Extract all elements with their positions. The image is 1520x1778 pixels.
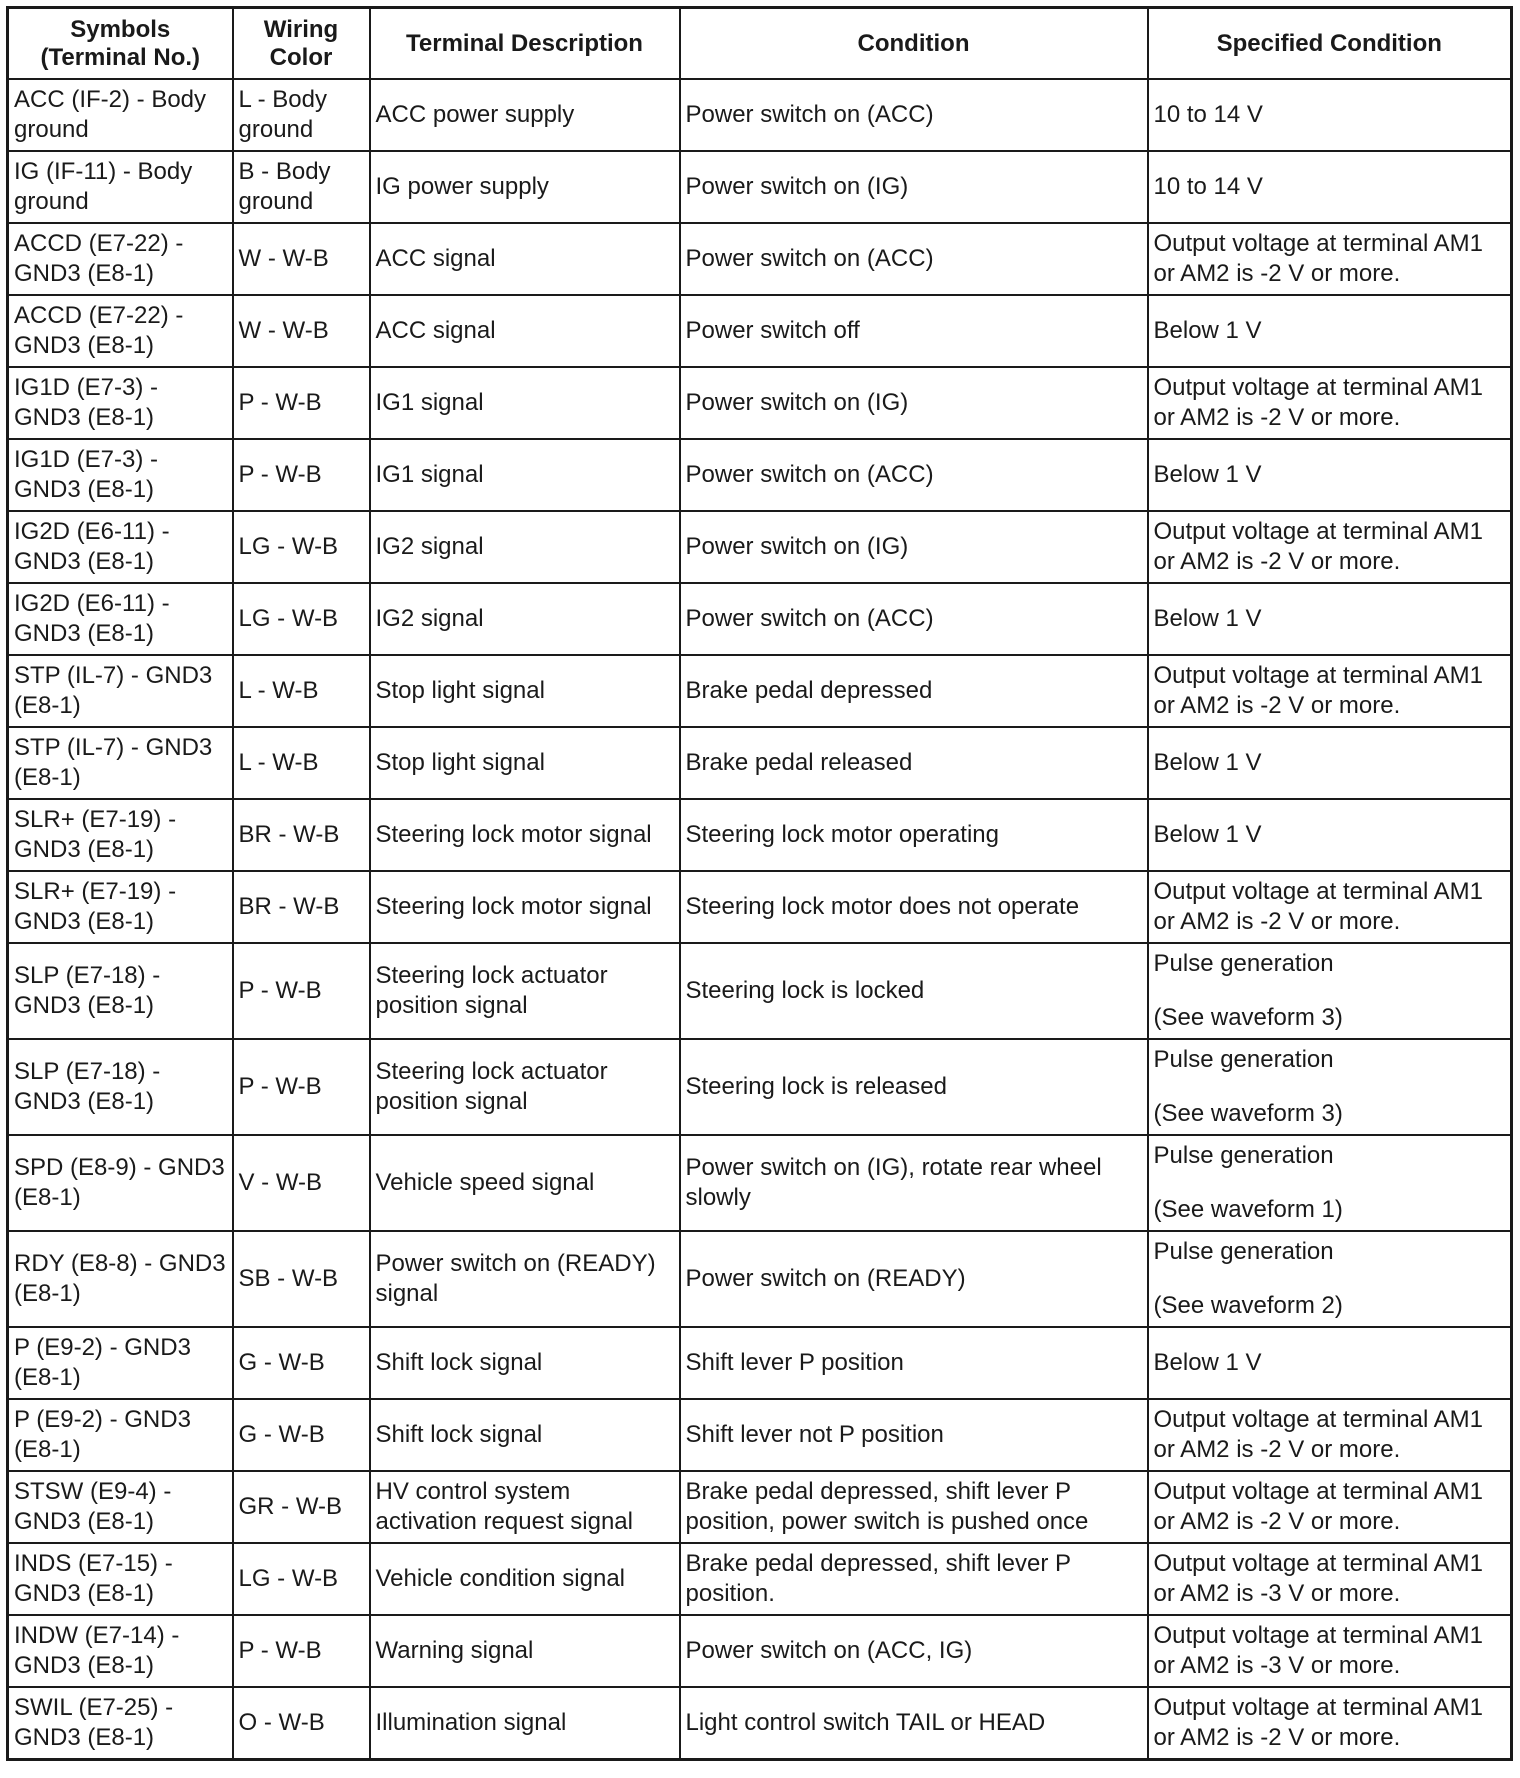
cell-symbol: STP (IL-7) - GND3 (E8-1) bbox=[8, 727, 233, 799]
cell-terminal-description: IG1 signal bbox=[370, 439, 680, 511]
cell-condition: Brake pedal depressed bbox=[680, 655, 1148, 727]
table-row bbox=[8, 1039, 1512, 1135]
cell-symbol: INDW (E7-14) - GND3 (E8-1) bbox=[8, 1615, 233, 1687]
cell-specified-condition: Output voltage at terminal AM1 or AM2 is -2 V or more. bbox=[1148, 1687, 1512, 1760]
specified-condition-note: (See waveform 3) bbox=[1153, 1100, 1343, 1127]
cell-specified-condition: Output voltage at terminal AM1 or AM2 is -2 V or more. bbox=[1148, 1399, 1512, 1471]
cell-condition: Shift lever P position bbox=[680, 1327, 1148, 1399]
cell-condition: Power switch on (ACC) bbox=[680, 79, 1148, 151]
specified-condition-note: (See waveform 3) bbox=[1153, 1004, 1343, 1031]
cell-symbol: IG2D (E6-11) - GND3 (E8-1) bbox=[8, 583, 233, 655]
table-row bbox=[8, 871, 1512, 943]
terminal-table bbox=[6, 6, 1513, 1761]
table-row bbox=[8, 943, 1512, 1039]
cell-terminal-description: IG1 signal bbox=[370, 367, 680, 439]
cell-symbol: IG1D (E7-3) - GND3 (E8-1) bbox=[8, 439, 233, 511]
cell-condition: Brake pedal depressed, shift lever P position. bbox=[680, 1543, 1148, 1615]
cell-symbol: IG2D (E6-11) - GND3 (E8-1) bbox=[8, 511, 233, 583]
cell-condition: Power switch on (IG), rotate rear wheel slowly bbox=[680, 1135, 1148, 1231]
table-row bbox=[8, 1687, 1512, 1760]
table-header-row bbox=[8, 8, 1512, 80]
cell-condition: Steering lock is released bbox=[680, 1039, 1148, 1135]
cell-terminal-description: ACC signal bbox=[370, 223, 680, 295]
cell-symbol: SPD (E8-9) - GND3 (E8-1) bbox=[8, 1135, 233, 1231]
cell-specified-condition: Output voltage at terminal AM1 or AM2 is -3 V or more. bbox=[1148, 1543, 1512, 1615]
cell-terminal-description: ACC power supply bbox=[370, 79, 680, 151]
cell-symbol: IG (IF-11) - Body ground bbox=[8, 151, 233, 223]
cell-condition: Power switch on (IG) bbox=[680, 151, 1148, 223]
table-row bbox=[8, 1543, 1512, 1615]
cell-specified-condition: Below 1 V bbox=[1148, 583, 1512, 655]
table-row bbox=[8, 295, 1512, 367]
cell-terminal-description: Stop light signal bbox=[370, 727, 680, 799]
cell-terminal-description: Vehicle speed signal bbox=[370, 1135, 680, 1231]
cell-condition: Power switch on (IG) bbox=[680, 367, 1148, 439]
cell-symbol: IG1D (E7-3) - GND3 (E8-1) bbox=[8, 367, 233, 439]
cell-terminal-description: Shift lock signal bbox=[370, 1399, 680, 1471]
cell-specified-condition bbox=[1148, 1039, 1512, 1135]
cell-specified-condition bbox=[1148, 943, 1512, 1039]
cell-condition: Power switch on (ACC, IG) bbox=[680, 1615, 1148, 1687]
cell-specified-condition: 10 to 14 V bbox=[1148, 79, 1512, 151]
cell-condition: Power switch on (ACC) bbox=[680, 223, 1148, 295]
cell-condition: Steering lock is locked bbox=[680, 943, 1148, 1039]
cell-specified-condition: Output voltage at terminal AM1 or AM2 is -2 V or more. bbox=[1148, 367, 1512, 439]
cell-terminal-description: Power switch on (READY) signal bbox=[370, 1231, 680, 1327]
cell-specified-condition: Output voltage at terminal AM1 or AM2 is -2 V or more. bbox=[1148, 223, 1512, 295]
specified-condition-text: Pulse generation bbox=[1153, 1046, 1334, 1073]
cell-symbol: STP (IL-7) - GND3 (E8-1) bbox=[8, 655, 233, 727]
cell-wiring-color: G - W-B bbox=[233, 1327, 370, 1399]
cell-symbol: STSW (E9-4) - GND3 (E8-1) bbox=[8, 1471, 233, 1543]
cell-condition: Brake pedal released bbox=[680, 727, 1148, 799]
table-row bbox=[8, 727, 1512, 799]
cell-wiring-color: O - W-B bbox=[233, 1687, 370, 1760]
specified-condition-text: Pulse generation bbox=[1153, 1238, 1334, 1265]
cell-symbol: RDY (E8-8) - GND3 (E8-1) bbox=[8, 1231, 233, 1327]
table-row bbox=[8, 1471, 1512, 1543]
cell-wiring-color: LG - W-B bbox=[233, 583, 370, 655]
cell-specified-condition: Output voltage at terminal AM1 or AM2 is -2 V or more. bbox=[1148, 655, 1512, 727]
specified-condition-note: (See waveform 1) bbox=[1153, 1196, 1343, 1223]
cell-symbol: P (E9-2) - GND3 (E8-1) bbox=[8, 1327, 233, 1399]
cell-specified-condition: Output voltage at terminal AM1 or AM2 is -3 V or more. bbox=[1148, 1615, 1512, 1687]
table-row bbox=[8, 151, 1512, 223]
header-specified-condition: Specified Condition bbox=[1148, 8, 1512, 80]
cell-wiring-color: BR - W-B bbox=[233, 871, 370, 943]
cell-symbol: ACCD (E7-22) - GND3 (E8-1) bbox=[8, 223, 233, 295]
cell-specified-condition: Below 1 V bbox=[1148, 727, 1512, 799]
table-row bbox=[8, 223, 1512, 295]
cell-wiring-color: P - W-B bbox=[233, 1039, 370, 1135]
header-terminal-description: Terminal Description bbox=[370, 8, 680, 80]
cell-terminal-description: Warning signal bbox=[370, 1615, 680, 1687]
cell-wiring-color: W - W-B bbox=[233, 223, 370, 295]
cell-wiring-color: V - W-B bbox=[233, 1135, 370, 1231]
header-wiring-color: Wiring Color bbox=[233, 8, 370, 80]
cell-condition: Steering lock motor operating bbox=[680, 799, 1148, 871]
cell-specified-condition: Below 1 V bbox=[1148, 439, 1512, 511]
cell-terminal-description: Steering lock motor signal bbox=[370, 871, 680, 943]
table-row bbox=[8, 367, 1512, 439]
cell-specified-condition bbox=[1148, 1135, 1512, 1231]
cell-symbol: SWIL (E7-25) - GND3 (E8-1) bbox=[8, 1687, 233, 1760]
table-row bbox=[8, 1399, 1512, 1471]
cell-condition: Power switch on (IG) bbox=[680, 511, 1148, 583]
cell-condition: Shift lever not P position bbox=[680, 1399, 1148, 1471]
cell-terminal-description: IG power supply bbox=[370, 151, 680, 223]
cell-wiring-color: B - Body ground bbox=[233, 151, 370, 223]
table-row bbox=[8, 1231, 1512, 1327]
table-row bbox=[8, 1327, 1512, 1399]
cell-symbol: ACC (IF-2) - Body ground bbox=[8, 79, 233, 151]
cell-terminal-description: IG2 signal bbox=[370, 511, 680, 583]
cell-terminal-description: Shift lock signal bbox=[370, 1327, 680, 1399]
specified-condition-text: Pulse generation bbox=[1153, 950, 1334, 977]
cell-wiring-color: P - W-B bbox=[233, 1615, 370, 1687]
table-row bbox=[8, 79, 1512, 151]
cell-terminal-description: HV control system activation request signal bbox=[370, 1471, 680, 1543]
terminal-table-wrapper bbox=[6, 6, 1510, 1761]
cell-wiring-color: BR - W-B bbox=[233, 799, 370, 871]
cell-specified-condition: Below 1 V bbox=[1148, 799, 1512, 871]
header-symbols: Symbols (Terminal No.) bbox=[8, 8, 233, 80]
cell-symbol: ACCD (E7-22) - GND3 (E8-1) bbox=[8, 295, 233, 367]
cell-specified-condition bbox=[1148, 1231, 1512, 1327]
cell-wiring-color: P - W-B bbox=[233, 367, 370, 439]
cell-symbol: INDS (E7-15) - GND3 (E8-1) bbox=[8, 1543, 233, 1615]
cell-condition: Power switch on (ACC) bbox=[680, 583, 1148, 655]
table-row bbox=[8, 655, 1512, 727]
cell-condition: Power switch off bbox=[680, 295, 1148, 367]
cell-specified-condition: Output voltage at terminal AM1 or AM2 is -2 V or more. bbox=[1148, 1471, 1512, 1543]
cell-condition: Brake pedal depressed, shift lever P position, power switch is pushed once bbox=[680, 1471, 1148, 1543]
cell-specified-condition: Below 1 V bbox=[1148, 1327, 1512, 1399]
table-row bbox=[8, 1135, 1512, 1231]
table-row bbox=[8, 583, 1512, 655]
cell-symbol: P (E9-2) - GND3 (E8-1) bbox=[8, 1399, 233, 1471]
cell-symbol: SLR+ (E7-19) - GND3 (E8-1) bbox=[8, 799, 233, 871]
cell-terminal-description: Steering lock actuator position signal bbox=[370, 1039, 680, 1135]
cell-terminal-description: ACC signal bbox=[370, 295, 680, 367]
cell-specified-condition: Below 1 V bbox=[1148, 295, 1512, 367]
cell-wiring-color: P - W-B bbox=[233, 943, 370, 1039]
cell-terminal-description: Vehicle condition signal bbox=[370, 1543, 680, 1615]
cell-wiring-color: L - W-B bbox=[233, 727, 370, 799]
cell-condition: Light control switch TAIL or HEAD bbox=[680, 1687, 1148, 1760]
table-row bbox=[8, 1615, 1512, 1687]
cell-wiring-color: SB - W-B bbox=[233, 1231, 370, 1327]
cell-wiring-color: GR - W-B bbox=[233, 1471, 370, 1543]
cell-symbol: SLP (E7-18) - GND3 (E8-1) bbox=[8, 943, 233, 1039]
table-body bbox=[8, 79, 1512, 1760]
cell-condition: Power switch on (READY) bbox=[680, 1231, 1148, 1327]
cell-wiring-color: G - W-B bbox=[233, 1399, 370, 1471]
table-row bbox=[8, 511, 1512, 583]
cell-wiring-color: LG - W-B bbox=[233, 511, 370, 583]
header-condition: Condition bbox=[680, 8, 1148, 80]
cell-wiring-color: LG - W-B bbox=[233, 1543, 370, 1615]
cell-terminal-description: Steering lock motor signal bbox=[370, 799, 680, 871]
cell-wiring-color: L - Body ground bbox=[233, 79, 370, 151]
cell-terminal-description: Stop light signal bbox=[370, 655, 680, 727]
cell-terminal-description: IG2 signal bbox=[370, 583, 680, 655]
specified-condition-note: (See waveform 2) bbox=[1153, 1292, 1343, 1319]
cell-condition: Power switch on (ACC) bbox=[680, 439, 1148, 511]
cell-condition: Steering lock motor does not operate bbox=[680, 871, 1148, 943]
cell-specified-condition: Output voltage at terminal AM1 or AM2 is -2 V or more. bbox=[1148, 871, 1512, 943]
specified-condition-text: Pulse generation bbox=[1153, 1142, 1334, 1169]
cell-symbol: SLP (E7-18) - GND3 (E8-1) bbox=[8, 1039, 233, 1135]
table-row bbox=[8, 439, 1512, 511]
cell-terminal-description: Steering lock actuator position signal bbox=[370, 943, 680, 1039]
cell-symbol: SLR+ (E7-19) - GND3 (E8-1) bbox=[8, 871, 233, 943]
cell-specified-condition: Output voltage at terminal AM1 or AM2 is -2 V or more. bbox=[1148, 511, 1512, 583]
table-row bbox=[8, 799, 1512, 871]
cell-wiring-color: L - W-B bbox=[233, 655, 370, 727]
cell-wiring-color: W - W-B bbox=[233, 295, 370, 367]
cell-specified-condition: 10 to 14 V bbox=[1148, 151, 1512, 223]
cell-terminal-description: Illumination signal bbox=[370, 1687, 680, 1760]
cell-wiring-color: P - W-B bbox=[233, 439, 370, 511]
